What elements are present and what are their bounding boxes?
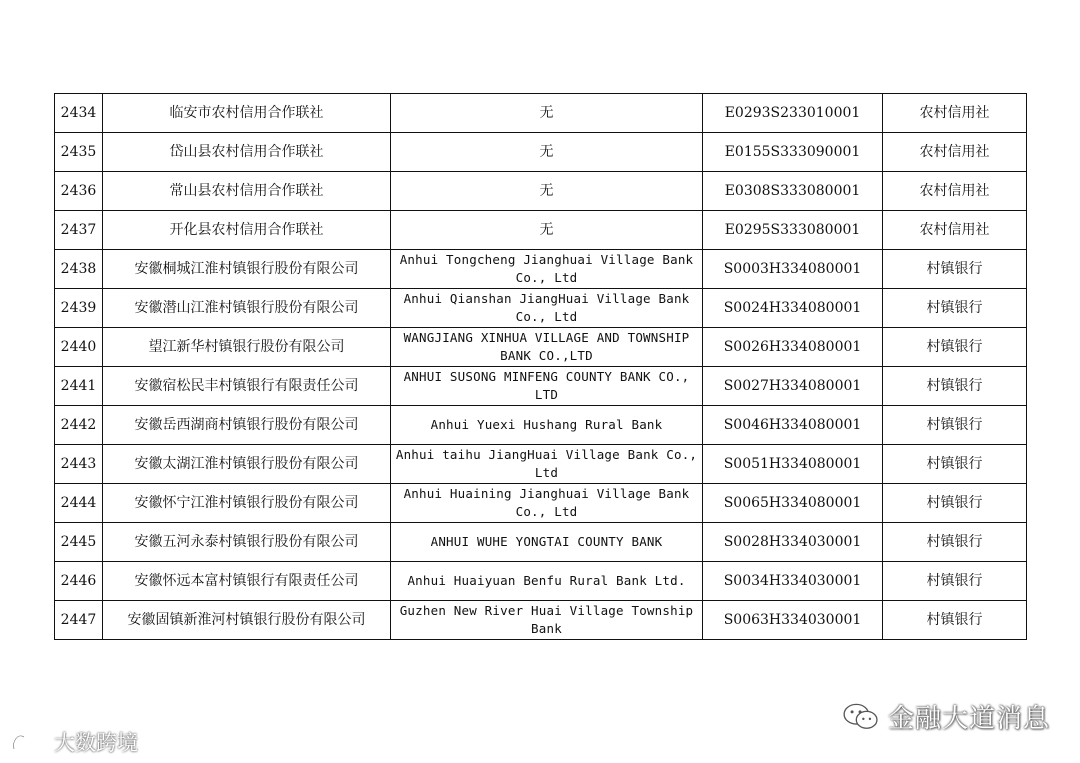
row-number-cell: 2444 [55,484,103,523]
table-row [55,523,1027,562]
institution-type-cell: 农村信用社 [883,172,1027,211]
brand-watermark [10,727,138,757]
english-name-cell: WANGJIANG XINHUA VILLAGE AND TOWNSHIP BANK CO.,LTD [391,328,703,367]
chinese-name-cell: 常山县农村信用合作联社 [103,172,391,211]
institution-type-cell: 村镇银行 [883,523,1027,562]
table-row [55,133,1027,172]
institution-code-cell: S0026H334080001 [703,328,883,367]
english-name-cell: 无 [391,94,703,133]
institution-code-cell: S0063H334030001 [703,601,883,640]
institution-code-cell: E0293S233010001 [703,94,883,133]
table-row [55,328,1027,367]
wechat-watermark-text: 金融大道消息 [887,704,1050,734]
english-name-cell: Anhui Huaining Jianghuai Village Bank Co., Ltd [391,484,703,523]
table-row [55,484,1027,523]
chinese-name-cell: 安徽太湖江淮村镇银行股份有限公司 [103,445,391,484]
chinese-name-cell: 安徽宿松民丰村镇银行有限责任公司 [103,367,391,406]
english-name-cell: Anhui Qianshan JiangHuai Village Bank Co., Ltd [391,289,703,328]
institution-code-cell: S0003H334080001 [703,250,883,289]
institution-code-cell: E0155S333090001 [703,133,883,172]
brand-mark-icon [10,729,50,755]
chinese-name-cell: 安徽五河永泰村镇银行股份有限公司 [103,523,391,562]
table-row [55,211,1027,250]
table-row [55,172,1027,211]
english-name-cell: ANHUI SUSONG MINFENG COUNTY BANK CO., LTD [391,367,703,406]
institution-type-cell: 村镇银行 [883,484,1027,523]
chinese-name-cell: 临安市农村信用合作联社 [103,94,391,133]
chinese-name-cell: 安徽岳西湖商村镇银行股份有限公司 [103,406,391,445]
institution-code-cell: E0308S333080001 [703,172,883,211]
table-row [55,406,1027,445]
chinese-name-cell: 岱山县农村信用合作联社 [103,133,391,172]
institution-code-cell: S0051H334080001 [703,445,883,484]
institution-code-cell: S0034H334030001 [703,562,883,601]
english-name-cell: ANHUI WUHE YONGTAI COUNTY BANK [391,523,703,562]
row-number-cell: 2447 [55,601,103,640]
institution-type-cell: 村镇银行 [883,289,1027,328]
table-row [55,445,1027,484]
institution-type-cell: 村镇银行 [883,250,1027,289]
row-number-cell: 2437 [55,211,103,250]
row-number-cell: 2436 [55,172,103,211]
institution-type-cell: 村镇银行 [883,562,1027,601]
institution-code-cell: S0024H334080001 [703,289,883,328]
institution-type-cell: 农村信用社 [883,94,1027,133]
chinese-name-cell: 安徽怀远本富村镇银行有限责任公司 [103,562,391,601]
english-name-cell: Anhui taihu JiangHuai Village Bank Co., Ltd [391,445,703,484]
wechat-icon [842,702,880,732]
table-row [55,601,1027,640]
table-row [55,289,1027,328]
chinese-name-cell: 安徽桐城江淮村镇银行股份有限公司 [103,250,391,289]
table-row [55,94,1027,133]
institution-code-cell: S0065H334080001 [703,484,883,523]
institution-type-cell: 农村信用社 [883,211,1027,250]
institution-type-cell: 村镇银行 [883,445,1027,484]
institution-code-cell: E0295S333080001 [703,211,883,250]
chinese-name-cell: 安徽固镇新淮河村镇银行股份有限公司 [103,601,391,640]
table-row [55,562,1027,601]
chinese-name-cell: 望江新华村镇银行股份有限公司 [103,328,391,367]
row-number-cell: 2438 [55,250,103,289]
institution-code-cell: S0027H334080001 [703,367,883,406]
institution-code-cell: S0028H334030001 [703,523,883,562]
institution-type-cell: 农村信用社 [883,133,1027,172]
chinese-name-cell: 开化县农村信用合作联社 [103,211,391,250]
english-name-cell: Anhui Huaiyuan Benfu Rural Bank Ltd. [391,562,703,601]
table-body [55,94,1027,640]
institution-type-cell: 村镇银行 [883,328,1027,367]
english-name-cell: 无 [391,172,703,211]
table-row [55,367,1027,406]
row-number-cell: 2439 [55,289,103,328]
row-number-cell: 2442 [55,406,103,445]
row-number-cell: 2441 [55,367,103,406]
brand-watermark-text: 大数跨境 [54,731,138,755]
row-number-cell: 2445 [55,523,103,562]
english-name-cell: Anhui Tongcheng Jianghuai Village Bank Co., Ltd [391,250,703,289]
chinese-name-cell: 安徽潜山江淮村镇银行股份有限公司 [103,289,391,328]
english-name-cell: 无 [391,133,703,172]
row-number-cell: 2434 [55,94,103,133]
row-number-cell: 2440 [55,328,103,367]
english-name-cell: Anhui Yuexi Hushang Rural Bank [391,406,703,445]
institution-type-cell: 村镇银行 [883,601,1027,640]
english-name-cell: Guzhen New River Huai Village Township Bank [391,601,703,640]
row-number-cell: 2435 [55,133,103,172]
chinese-name-cell: 安徽怀宁江淮村镇银行股份有限公司 [103,484,391,523]
table-row [55,250,1027,289]
english-name-cell: 无 [391,211,703,250]
row-number-cell: 2443 [55,445,103,484]
row-number-cell: 2446 [55,562,103,601]
bank-list-table [54,93,1027,640]
institution-code-cell: S0046H334080001 [703,406,883,445]
wechat-watermark [842,698,1050,735]
institution-type-cell: 村镇银行 [883,367,1027,406]
institution-type-cell: 村镇银行 [883,406,1027,445]
